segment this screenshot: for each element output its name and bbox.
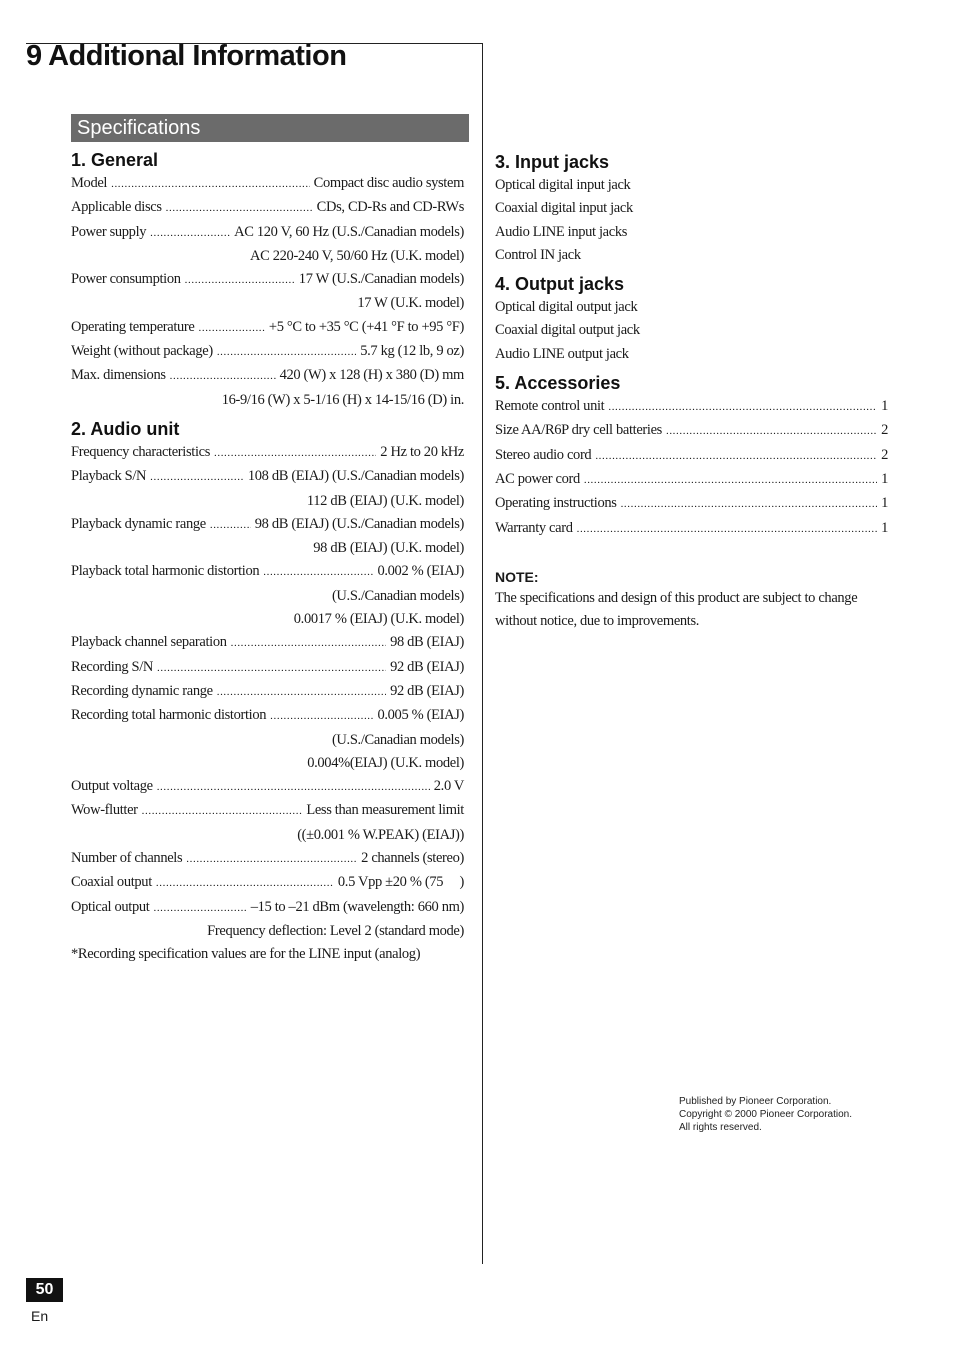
accessory-row: Remote control unit ..... 1 [495, 395, 888, 419]
spec-row-recording-thd-cont2: 0.004%(EIAJ) (U.K. model) [307, 754, 464, 771]
note-section [495, 567, 888, 634]
language-code: En [31, 1308, 49, 1324]
audio-heading: 2. Audio unit [71, 418, 180, 439]
audio-section [71, 417, 464, 967]
chapter-title: 9 Additional Information [26, 40, 347, 72]
spec-row-frequency: Frequency characteristics ..... 2 Hz to 20 kHz [71, 441, 464, 465]
spec-row-output-voltage: Output voltage ..... 2.0 V [71, 775, 464, 799]
list-item: Optical digital output jack [495, 299, 638, 316]
rights-line: All rights reserved. [679, 1122, 762, 1133]
input-jacks-heading: 3. Input jacks [495, 152, 610, 172]
general-heading: 1. General [71, 150, 159, 170]
column-divider [482, 43, 483, 1264]
accessory-row: Stereo audio cord ..... 2 [495, 444, 888, 468]
spec-row-playback-dr: Playback dynamic range ..... 98 dB (EIAJ) (U.S./Canadian models) [71, 513, 464, 537]
spec-row-dimensions: Max. dimensions ..... 420 (W) x 128 (H) x 380 (D) mm [71, 364, 464, 388]
input-jacks-section [495, 150, 888, 267]
left-column [71, 148, 464, 967]
note-heading: NOTE: [495, 568, 539, 585]
spec-row-power-supply: Power supply ..... AC 120 V, 60 Hz (U.S./Canadian models) [71, 221, 464, 245]
spec-row-recording-dr: Recording dynamic range ..... 92 dB (EIAJ) [71, 680, 464, 704]
spec-row-playback-thd-cont2: 0.0017 % (EIAJ) (U.K. model) [293, 611, 464, 628]
list-item: Coaxial digital output jack [495, 322, 640, 339]
accessory-row: Size AA/R6P dry cell batteries ..... 2 [495, 419, 888, 443]
spec-row-recording-sn: Recording S/N ..... 92 dB (EIAJ) [71, 656, 464, 680]
accessories-section [495, 371, 888, 541]
spec-row-optical-output: Optical output ..... –15 to –21 dBm (wavelength: 660 nm) [71, 896, 464, 920]
spec-row-playback-thd: Playback total harmonic distortion ..... 0.002 % (EIAJ) [71, 560, 464, 584]
recording-footnote: *Recording specification values are for the LINE input (analog) [71, 946, 421, 963]
output-jacks-section [495, 272, 888, 366]
page-number: 50 [26, 1278, 63, 1302]
right-column [495, 150, 888, 633]
list-item: Control IN jack [495, 246, 581, 263]
spec-row-playback-dr-cont: 98 dB (EIAJ) (U.K. model) [313, 540, 464, 557]
spec-row-dimensions-cont: 16-9/16 (W) x 5-1/16 (H) x 14-15/16 (D) in. [221, 391, 464, 408]
copyright-line: Copyright © 2000 Pioneer Corporation. [679, 1109, 853, 1120]
accessory-row: AC power cord ..... 1 [495, 468, 888, 492]
note-text: The specifications and design of this product are subject to change without notice, due to improvements. [495, 589, 858, 630]
spec-row-power-consumption: Power consumption ..... 17 W (U.S./Canadian models) [71, 268, 464, 292]
spec-row-recording-thd: Recording total harmonic distortion ..... 0.005 % (EIAJ) [71, 704, 464, 728]
spec-row-weight: Weight (without package) ..... 5.7 kg (12 lb, 9 oz) [71, 340, 464, 364]
accessory-row: Operating instructions ..... 1 [495, 492, 888, 516]
spec-row-channels: Number of channels ..... 2 channels (stereo) [71, 847, 464, 871]
output-jacks-heading: 4. Output jacks [495, 274, 625, 295]
spec-row-coaxial-output: Coaxial output ..... 0.5 Vpp ±20 % (75 ) [71, 871, 464, 895]
spec-row-model: Model ..... Compact disc audio system [71, 172, 464, 196]
spec-row-playback-sn: Playback S/N ..... 108 dB (EIAJ) (U.S./Canadian models) [71, 465, 464, 489]
list-item: Optical digital input jack [495, 177, 631, 193]
spec-row-power-supply-cont: AC 220-240 V, 50/60 Hz (U.K. model) [250, 247, 464, 264]
spec-row-wow-flutter: Wow-flutter ..... Less than measurement limit [71, 799, 464, 823]
list-item: Audio LINE input jacks [495, 223, 628, 240]
accessory-row: Warranty card ..... 1 [495, 517, 888, 541]
spec-row-temperature: Operating temperature ..... +5 °C to +35 °C (+41 °F to +95 °F) [71, 316, 464, 340]
spec-row-separation: Playback channel separation ..... 98 dB (EIAJ) [71, 631, 464, 655]
spec-row-discs: Applicable discs ..... CDs, CD-Rs and CD-RWs [71, 196, 464, 220]
list-item: Audio LINE output jack [495, 345, 629, 362]
section-title-bar: Specifications [71, 114, 469, 142]
spec-row-optical-output-cont: Frequency deflection: Level 2 (standard mode) [207, 922, 464, 939]
publisher-notice [679, 1095, 852, 1134]
publisher-line: Published by Pioneer Corporation. [679, 1096, 832, 1107]
accessories-heading: 5. Accessories [495, 373, 621, 394]
spec-row-wow-flutter-cont: ((±0.001 % W.PEAK) (EIAJ)) [297, 826, 464, 843]
spec-row-playback-thd-cont: (U.S./Canadian models) [331, 587, 464, 604]
spec-row-recording-thd-cont: (U.S./Canadian models) [331, 731, 464, 748]
spec-row-playback-sn-cont: 112 dB (EIAJ) (U.K. model) [306, 492, 464, 509]
general-section [71, 148, 464, 412]
list-item: Coaxial digital input jack [495, 200, 633, 217]
spec-row-power-consumption-cont: 17 W (U.K. model) [357, 295, 464, 312]
